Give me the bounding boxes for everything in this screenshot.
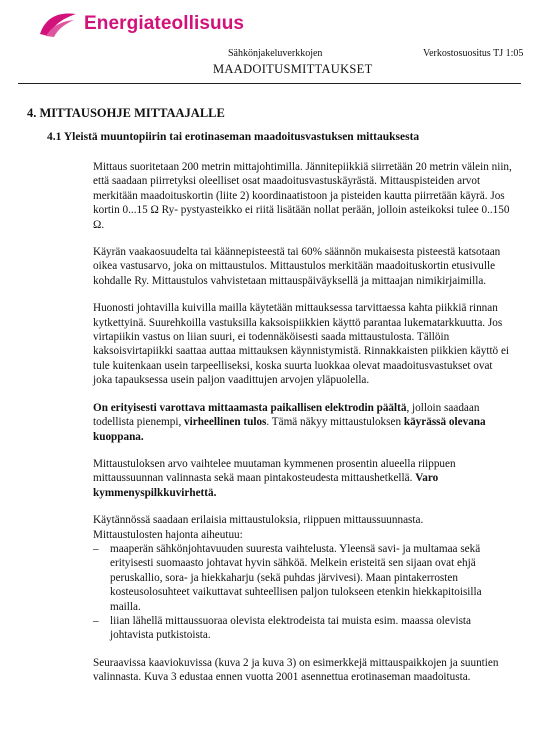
paragraph-4 bbox=[93, 401, 513, 444]
paragraph-6-line-2: Mittaustulosten hajonta aiheutuu: bbox=[93, 528, 243, 541]
bullet-marker: – bbox=[93, 542, 99, 555]
paragraph-4-text-1: , jolloin saadaan todellista pienempi, bbox=[93, 401, 480, 429]
energy-logo-icon bbox=[38, 10, 78, 38]
paragraph-5 bbox=[93, 457, 513, 500]
paragraph-6-line-1: Käytännössä saadaan erilaisia mittaustuloksia, riippuen mittaussuunnasta. bbox=[93, 514, 424, 527]
section-heading: 4. MITTAUSOHJE MITTAAJALLE bbox=[27, 106, 225, 120]
paragraph-7: Seuraavissa kaaviokuvissa (kuva 2 ja kuva 3) on esimerkkejä mittauspaikkojen ja suuntien valinnasta. Kuva 3 edustaa ennen vuotta 2001 asennettua erotinaseman maadoitusta. bbox=[93, 656, 499, 684]
paragraph-4-text-2: . Tämä näkyy mittaustuloksen bbox=[266, 416, 404, 429]
subsection-heading: 4.1 Yleistä muuntopiirin tai erotinaseman maadoitusvastuksen mittauksesta bbox=[47, 131, 420, 143]
paragraph-3: Huonosti johtavilla kuivilla mailla käytetään mittauksessa tarvittaessa kahta piikkiä rinnan kytkettyinä. Suurehkoilla vastuksilla kaksoispiikkien käyttö parantaa lukematarkkuutta. Jos virtapiikin vastus on liian suuri, ei todennäköisesti saada mittaustulosta. Tällöin kaksoisvirtapiikki saattaa auttaa mittauksen käynnistymistä. Rinnakkaisten piikkien käyttö ei tule kuitenkaan usein tarpeelliseksi, koska suurta luokkaa olevat maadoitusvastukset ovat joka tapauksessa usein paljon vaadittujen arvojen yläpuolella. bbox=[93, 302, 510, 387]
company-logo bbox=[38, 10, 244, 38]
list-item bbox=[93, 542, 513, 614]
document-body bbox=[93, 160, 513, 698]
warning-bold-2: virheellinen tulos bbox=[184, 416, 267, 429]
list-item-text: liian lähellä mittaussuoraa olevista elektrodeista tai muista esim. maassa olevista johtavista putkistoista. bbox=[110, 614, 472, 642]
document-subtitle: Sähkönjakeluverkkojen bbox=[228, 48, 323, 59]
header-divider bbox=[18, 83, 521, 84]
recommendation-code: Verkostosuositus TJ 1:05 bbox=[423, 48, 524, 59]
document-title: MAADOITUSMITTAUKSET bbox=[213, 62, 373, 76]
decimal-warning: Varo kymmenyspilkkuvirhettä. bbox=[93, 472, 439, 499]
warning-bold-3: käyrässä olevana kuoppana. bbox=[93, 416, 486, 443]
list-item-text: maaperän sähkönjohtavuuden suuresta vaihtelusta. Yleensä savi- ja multamaa sekä erityisesti suomaasto johtavat hyvin sähköä. Melkein eristeitä sen sijaan ovat ehjä peruskallio, sora- ja hiekkaharju (sekä puhdas järvivesi). Maan pintakerrosten kosteusolosuhteet vaikuttavat suhteellisen paljon tulokseen etenkin hiekkapitoisilla mailla. bbox=[110, 542, 482, 613]
paragraph-5-text: Mittaustuloksen arvo vaihtelee muutaman kymmenen prosentin alueella riippuen mittaussuunnan valinnasta sekä maan pintakosteudesta mittaushetkellä. bbox=[93, 457, 456, 485]
paragraph-1: Mittaus suoritetaan 200 metrin mittajohtimilla. Jännitepiikkiä siirretään 20 metrin välein niin, että saadaan piirretyksi oleelliset osat maadoitusvastuskäyrästä. Mittauspisteiden arvot merkitään maadoituskortin (liite 2) koordinaatistoon ja pisteiden kautta piirretään käyrä. Jos kortin 0...15 Ω Ry- pystyasteikko ei riitä lisätään nollat perään, jolloin asteikoksi tulee 0..150 Ω. bbox=[93, 161, 512, 231]
variation-causes-list bbox=[93, 542, 513, 643]
warning-bold-1: On erityisesti varottava mittaamasta paikallisen elektrodin päältä bbox=[93, 401, 407, 414]
list-item bbox=[93, 614, 513, 643]
logo-text: Energiateollisuus bbox=[84, 13, 245, 34]
paragraph-2: Käyrän vaakaosuudelta tai käännepisteestä tai 60% säännön mukaisesta pisteestä katsotaan oikea vastusarvo, joka on mittaustulos. Mittaustulos merkitään maadoituskortin etusivulle kohdalle Ry. Mittaustulos vahvistetaan mittauspäiväyksellä ja mittaajan nimikirjaimilla. bbox=[93, 246, 501, 287]
bullet-marker: – bbox=[93, 614, 99, 627]
